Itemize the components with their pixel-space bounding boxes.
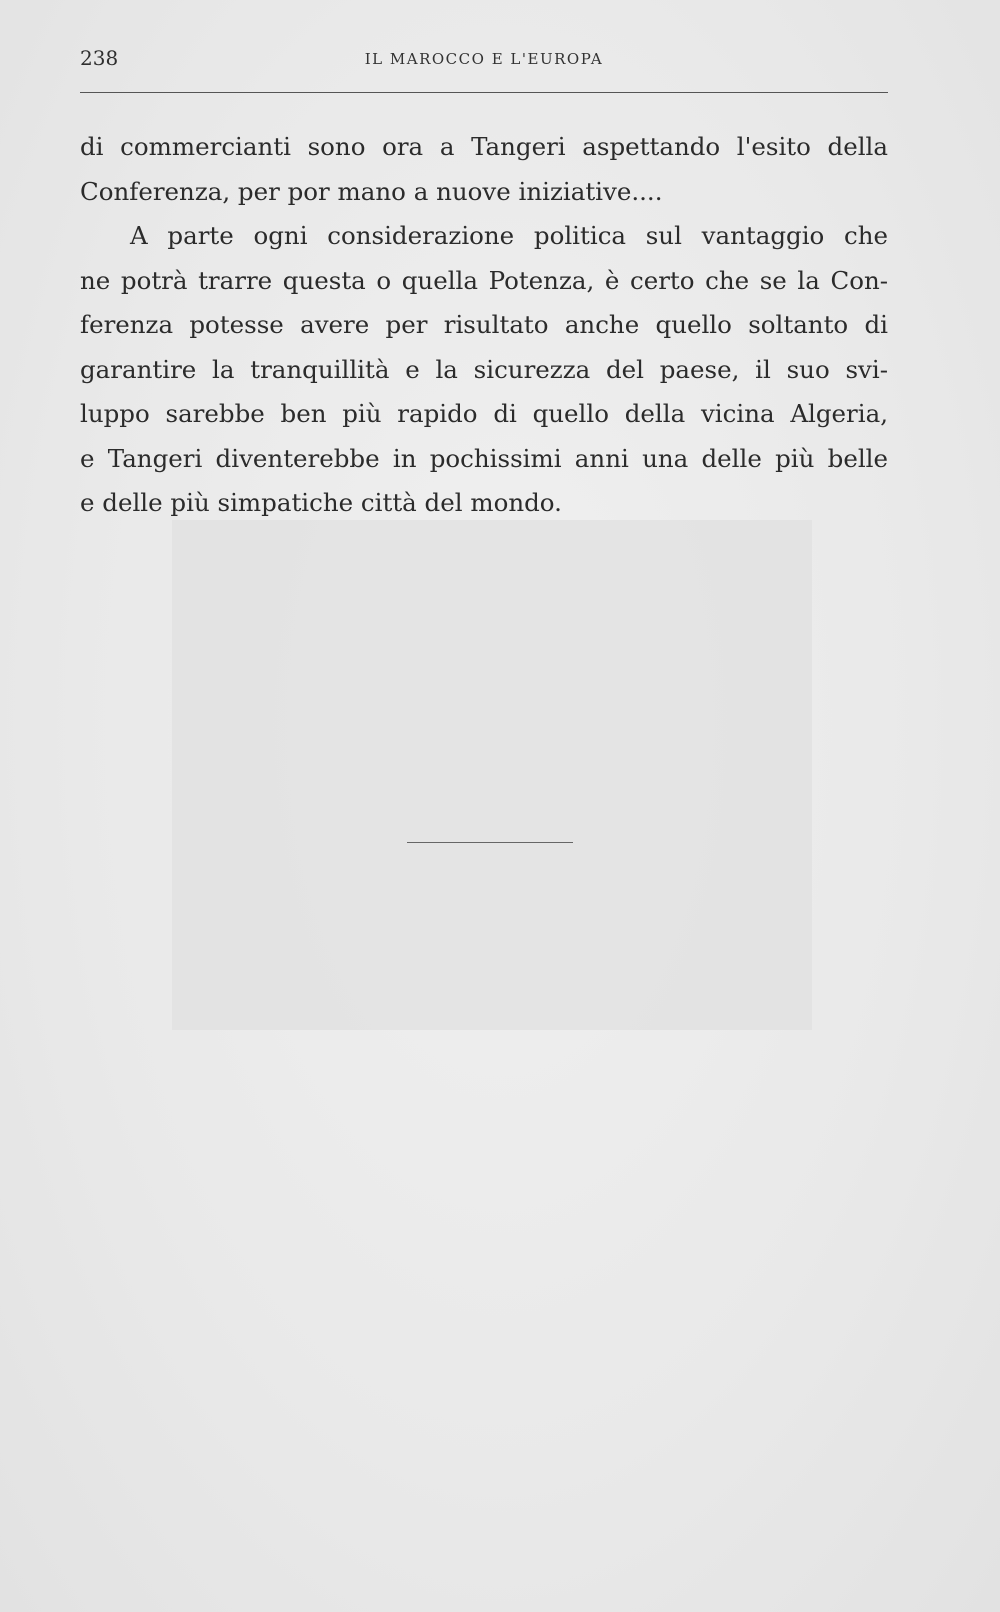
text-line: di commercianti sono ora a Tangeri aspettando l'esito della (80, 132, 888, 161)
text-line: e Tangeri diventerebbe in pochissimi anni una delle più belle (80, 443, 888, 473)
body-text (80, 125, 888, 526)
section-end-rule (407, 842, 573, 843)
header-rule (80, 92, 888, 93)
text-line: luppo sarebbe ben più rapido di quello della vicina Algeria, (80, 399, 888, 428)
text-line: A parte ogni considerazione politica sul vantaggio che (130, 221, 888, 250)
text-line: garantire la tranquillità e la sicurezza del paese, il suo svi- (80, 354, 888, 384)
page-header (80, 46, 888, 76)
show-through-plate (172, 520, 812, 1030)
text-line: Conferenza, per por mano a nuove iniziative.... (80, 176, 663, 206)
page-number: 238 (80, 46, 119, 70)
text-line: e delle più simpatiche città del mondo. (80, 488, 562, 517)
text-line: ferenza potesse avere per risultato anche quello soltanto di (80, 310, 888, 339)
running-title: IL MAROCCO E L'EUROPA (364, 50, 604, 68)
text-line: ne potrà trarre questa o quella Potenza, è certo che se la Con- (80, 265, 888, 295)
